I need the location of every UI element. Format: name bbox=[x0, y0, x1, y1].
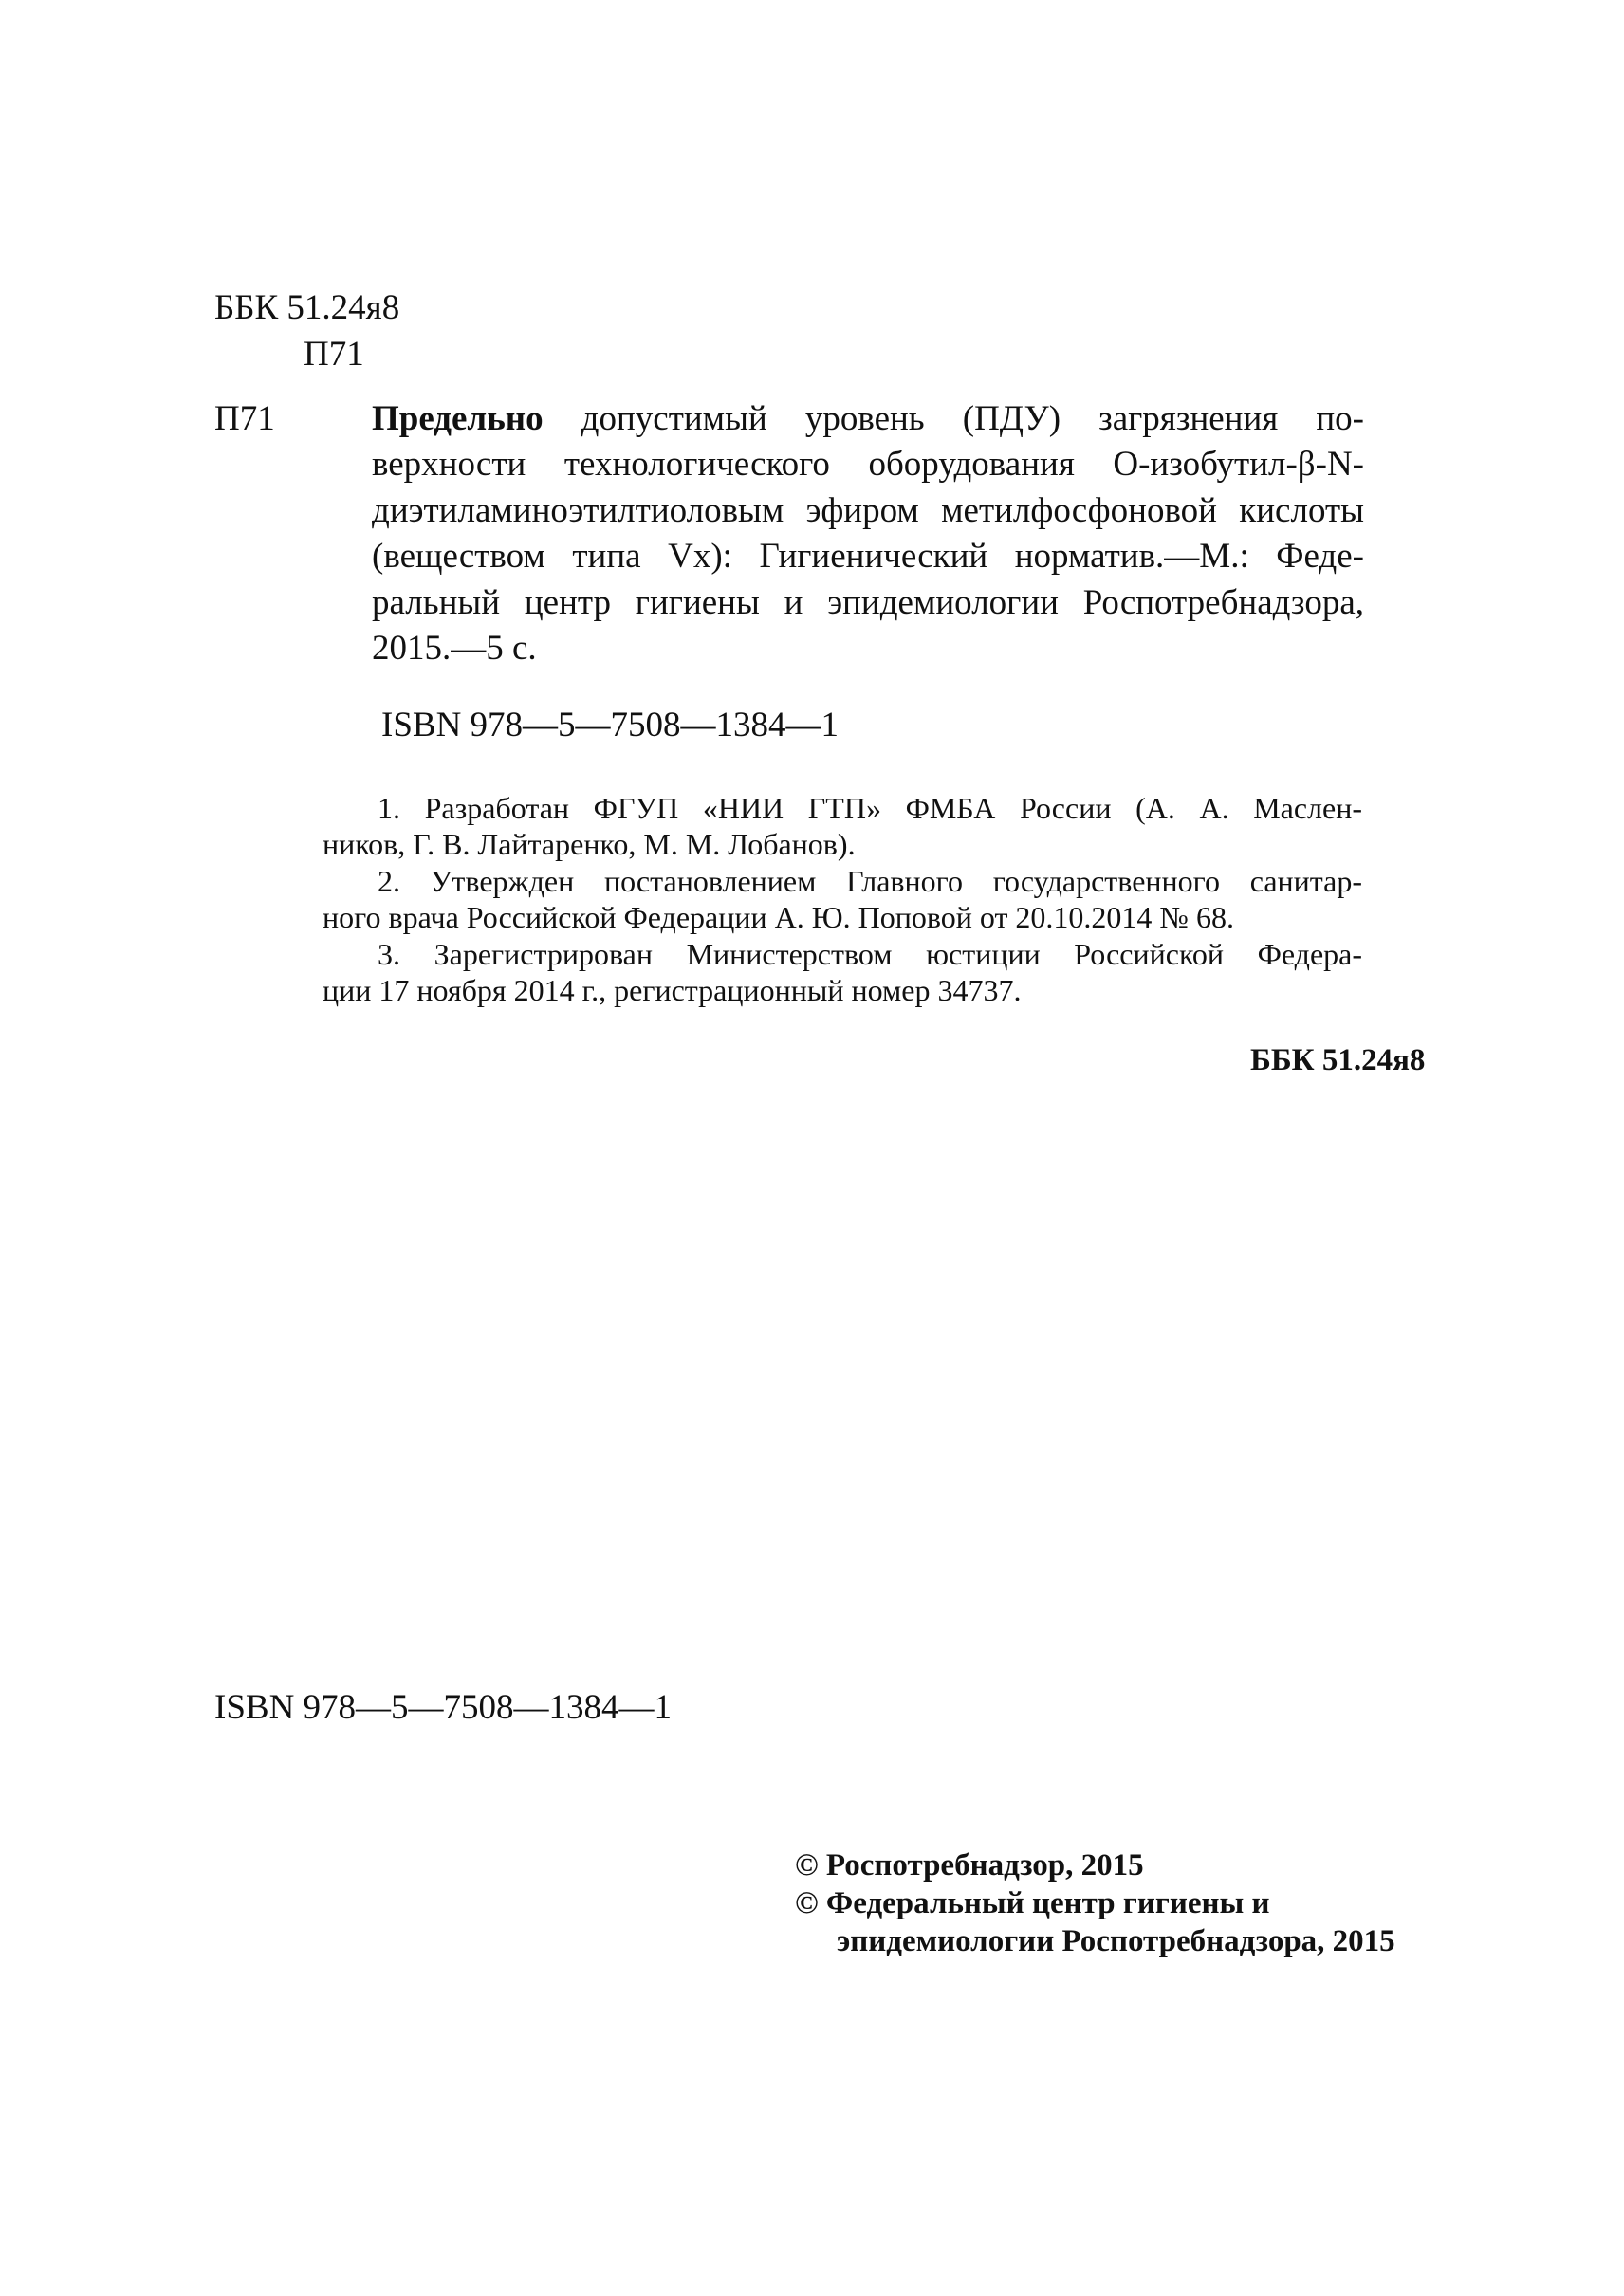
copyright-line: эпидемиологии Роспотребнадзора, 2015 bbox=[837, 1924, 1395, 1958]
note-line: ного врача Российской Федерации А. Ю. Поповой от 20.10.2014 № 68. bbox=[323, 900, 1234, 935]
annotation-line bbox=[372, 534, 1364, 579]
annotation-line-text: диэтиламиноэтилтиоловым эфиром метилфосфоновой кислоты bbox=[372, 490, 1364, 530]
annotation-line-text: ральный центр гигиены и эпидемиологии Роспотребнадзора, bbox=[372, 582, 1364, 622]
note-line: 1. Разработан ФГУП «НИИ ГТП» ФМБА России (А. А. Маслен- bbox=[378, 791, 1362, 825]
annotation-line-text: 2015.—5 с. bbox=[372, 628, 537, 668]
note-line: 2. Утвержден постановлением Главного государственного санитар- bbox=[378, 863, 1362, 898]
annotation-line-text: (веществом типа Vx): Гигиенический норматив.—М.: Феде- bbox=[372, 537, 1364, 577]
note-line: ции 17 ноября 2014 г., регистрационный номер 34737. bbox=[323, 972, 1022, 1007]
bbk-code: ББК 51.24я8 bbox=[214, 288, 400, 327]
note-line: ников, Г. В. Лайтаренко, М. М. Лобанов). bbox=[323, 827, 856, 862]
copyright-block bbox=[795, 1846, 1395, 1960]
bbk-code-bottom: ББК 51.24я8 bbox=[1250, 1043, 1426, 1077]
annotation-line bbox=[372, 626, 1364, 671]
bibliographic-annotation bbox=[372, 396, 1364, 671]
title-lead-word: Предельно bbox=[372, 399, 544, 438]
isbn-annotation: ISBN 978—5—7508—1384—1 bbox=[381, 706, 840, 744]
annotation-line bbox=[372, 396, 1364, 442]
annotation-line bbox=[372, 442, 1364, 487]
copyright-line: © Роспотребнадзор, 2015 bbox=[795, 1848, 1144, 1883]
author-mark: П71 bbox=[304, 335, 364, 374]
copyright-line: © Федеральный центр гигиены и bbox=[795, 1886, 1270, 1920]
annotation-line bbox=[372, 580, 1364, 626]
isbn-bottom: ISBN 978—5—7508—1384—1 bbox=[214, 1688, 673, 1727]
publication-notes bbox=[323, 790, 1362, 1008]
note-line: 3. Зарегистрирован Министерством юстиции Российской Федера- bbox=[378, 936, 1362, 971]
annotation-line-text: допустимый уровень (ПДУ) загрязнения по- bbox=[543, 399, 1364, 438]
annotation-index: П71 bbox=[214, 399, 275, 438]
annotation-line bbox=[372, 488, 1364, 534]
annotation-line-text: верхности технологического оборудования О-изобутил-β-N- bbox=[372, 445, 1364, 485]
